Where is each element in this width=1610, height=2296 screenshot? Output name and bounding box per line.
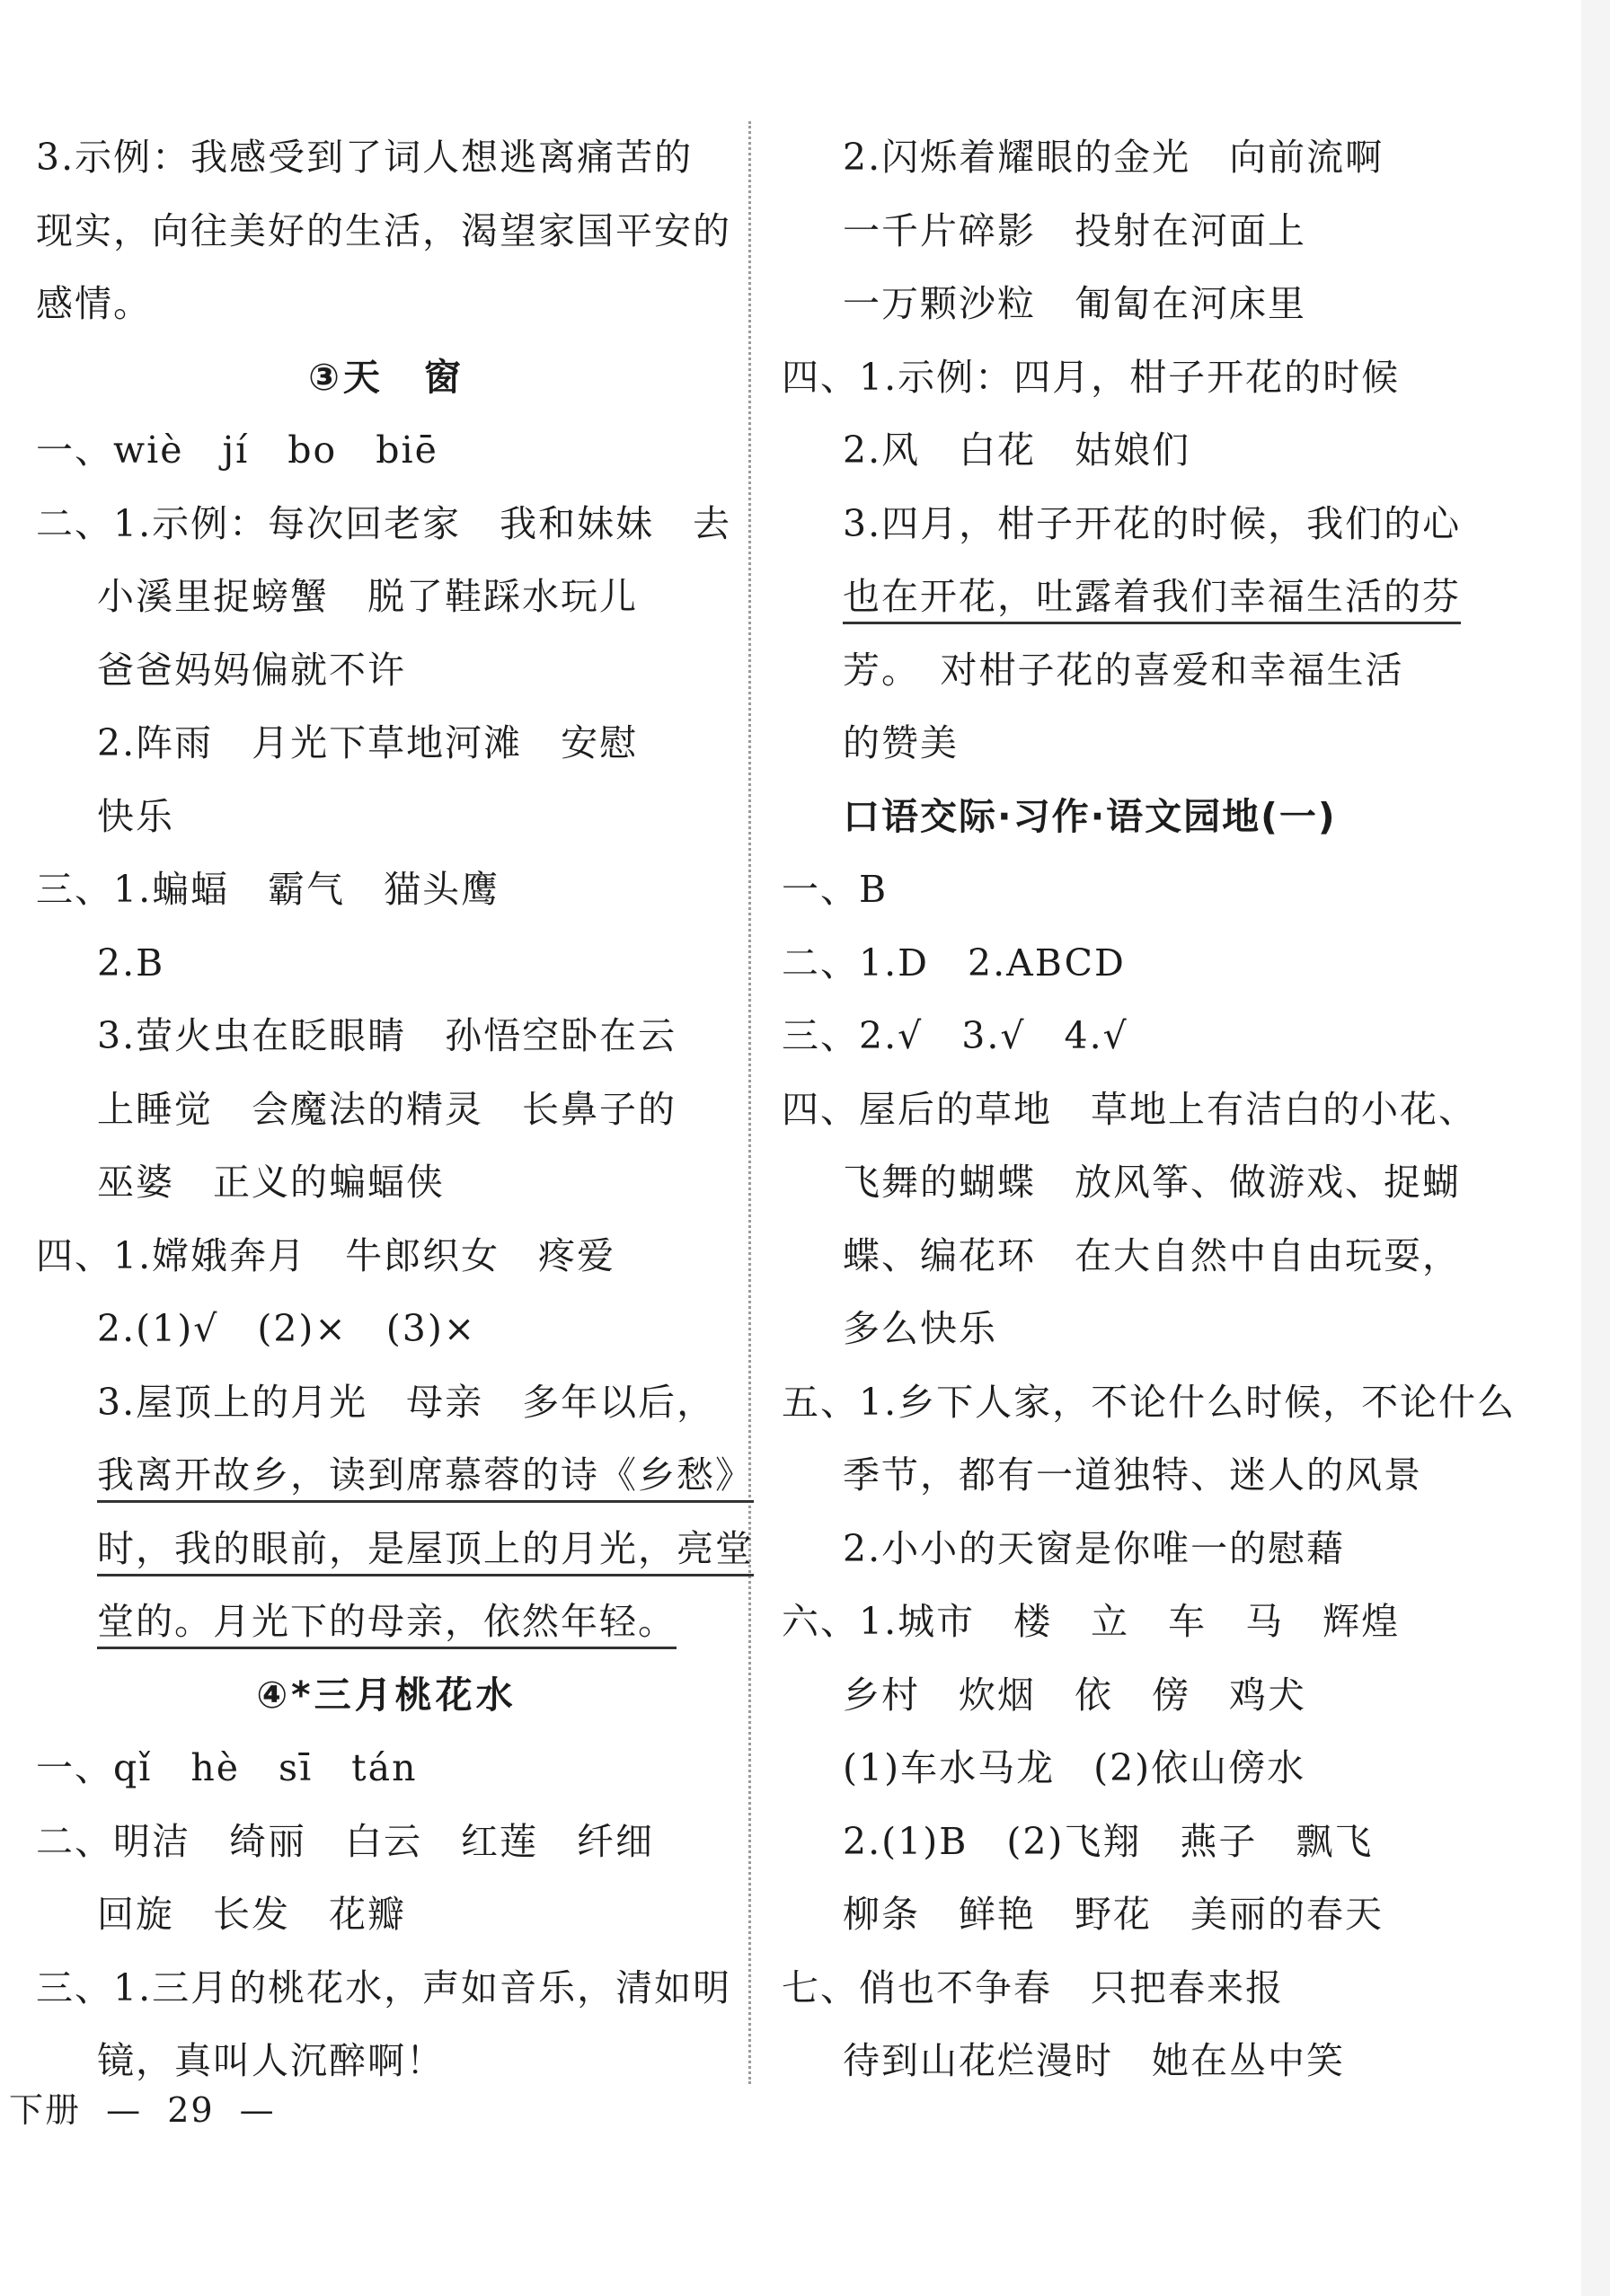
right-answer-line <box>782 1806 1500 1879</box>
left-answer-line <box>36 1146 737 1220</box>
answer-text: 3.屋顶上的月光 母亲 多年以后， <box>97 1380 716 1424</box>
left-answer-line <box>36 341 737 415</box>
answer-text: 芳。 对柑子花的喜爱和幸福生活 <box>843 648 1404 692</box>
left-answer-line <box>36 561 737 634</box>
right-answer-line <box>782 781 1500 854</box>
answer-text: 回旋 长发 花瓣 <box>97 1893 406 1936</box>
answer-text: 一千片碎影 投射在河面上 <box>843 208 1306 252</box>
right-answer-line <box>782 488 1500 561</box>
right-answer-line <box>782 1659 1500 1733</box>
answer-text: 快乐 <box>97 794 174 838</box>
answer-text: 三、1.三月的桃花水，声如音乐，清如明 <box>36 1965 732 2009</box>
answer-text: 2.阵雨 月光下草地河滩 安慰 <box>97 721 639 764</box>
answer-text: 现实，向往美好的生活，渴望家国平安的 <box>36 208 731 252</box>
left-answer-line <box>36 1513 754 1586</box>
right-answer-line <box>782 1513 1500 1586</box>
answer-text: (1)车水马龙 (2)依山傍水 <box>843 1746 1306 1789</box>
left-answer-line <box>36 121 737 195</box>
left-answer-line <box>36 414 737 488</box>
answer-text: 蝶、编花环 在大自然中自由玩耍， <box>843 1233 1461 1277</box>
left-answer-line <box>36 488 737 561</box>
answer-text: 一万颗沙粒 匍匐在河床里 <box>843 282 1306 325</box>
left-answer-line <box>36 1073 737 1147</box>
right-answer-line <box>782 341 1500 415</box>
answer-text: 六、1.城市 楼 立 车 马 辉煌 <box>782 1600 1401 1643</box>
answer-text: 也在开花，吐露着我们幸福生活的芬 <box>843 575 1461 624</box>
left-column <box>36 121 754 2098</box>
right-answer-line <box>782 1732 1500 1806</box>
answer-text: 爸爸妈妈偏就不许 <box>97 648 406 692</box>
left-answer-line <box>36 707 737 781</box>
answer-text: 二、1.示例：每次回老家 我和妹妹 去 <box>36 501 732 545</box>
answer-text: 上睡觉 会魔法的精灵 长鼻子的 <box>97 1087 677 1131</box>
answer-text: 感情。 <box>36 282 152 325</box>
right-answer-line <box>782 121 1500 195</box>
left-answer-line <box>36 1806 737 1879</box>
right-answer-line <box>782 1439 1500 1513</box>
answer-text: ③天 窗 <box>308 355 464 399</box>
answer-text: 四、屋后的草地 草地上有洁白的小花、 <box>782 1087 1477 1131</box>
answer-text: 三、2.√ 3.√ 4.√ <box>782 1014 1128 1057</box>
right-answer-line <box>782 927 1500 1001</box>
answer-text: 2.(1)B (2)飞翔 燕子 飘飞 <box>843 1819 1374 1863</box>
right-answer-line <box>782 1073 1500 1147</box>
answer-text: 五、1.乡下人家，不论什么时候，不论什么 <box>782 1380 1517 1424</box>
answer-text: 2.风 白花 姑娘们 <box>843 428 1191 472</box>
answer-text: 待到山花烂漫时 她在丛中笑 <box>843 2039 1345 2082</box>
answer-text: 2.(1)√ (2)× (3)× <box>97 1307 477 1350</box>
footer-dash: — <box>239 2090 276 2130</box>
right-answer-line <box>782 561 1500 634</box>
answer-text: 飞舞的蝴蝶 放风筝、做游戏、捉蝴 <box>843 1161 1461 1204</box>
left-answer-line <box>36 268 737 341</box>
answer-text: 二、明洁 绮丽 白云 红莲 纤细 <box>36 1819 654 1863</box>
answer-text: 3.四月，柑子开花的时候，我们的心 <box>843 501 1462 545</box>
page-number: 29 <box>167 2090 215 2130</box>
answer-text: 四、1.嫦娥奔月 牛郎织女 疼爱 <box>36 1233 616 1277</box>
answer-text: 堂的。月光下的母亲，依然年轻。 <box>97 1600 677 1649</box>
answer-text: 二、1.D 2.ABCD <box>782 940 1126 985</box>
answer-text: 乡村 炊烟 依 傍 鸡犬 <box>843 1673 1306 1717</box>
page-footer <box>9 2082 288 2132</box>
answer-text: ④*三月桃花水 <box>256 1673 517 1717</box>
right-answer-line <box>782 1293 1500 1366</box>
right-answer-line <box>782 1146 1500 1220</box>
answer-text: 小溪里捉螃蟹 脱了鞋踩水玩儿 <box>97 575 638 618</box>
left-answer-line <box>36 634 737 708</box>
answer-text: 我离开故乡，读到席慕蓉的诗《乡愁》 <box>97 1453 754 1503</box>
right-answer-line <box>782 1878 1500 1952</box>
answer-text: 时，我的眼前，是屋顶上的月光，亮堂 <box>97 1527 754 1576</box>
left-answer-line <box>36 195 737 269</box>
column-divider <box>748 121 751 2084</box>
right-answer-line <box>782 634 1500 708</box>
answer-text: 三、1.蝙蝠 霸气 猫头鹰 <box>36 868 500 911</box>
answer-text: 2.B <box>97 940 165 985</box>
answer-text: 柳条 鲜艳 野花 美丽的春天 <box>843 1893 1384 1936</box>
left-answer-line <box>36 1878 737 1952</box>
answer-text: 镜，真叫人沉醉啊！ <box>97 2039 445 2082</box>
answer-text: 2.小小的天窗是你唯一的慰藉 <box>843 1526 1346 1570</box>
answer-text: 一、wiè jí bo biē <box>36 428 438 472</box>
left-answer-line <box>36 781 737 854</box>
answer-text: 口语交际·习作·语文园地(一) <box>843 794 1337 838</box>
left-answer-line <box>36 1366 737 1440</box>
answer-text: 四、1.示例：四月，柑子开花的时候 <box>782 355 1401 399</box>
answer-text: 一、B <box>782 868 889 911</box>
right-answer-line <box>782 268 1500 341</box>
answer-text: 七、俏也不争春 只把春来报 <box>782 1965 1284 2009</box>
answer-text: 的赞美 <box>843 721 959 764</box>
left-answer-line <box>36 1439 754 1513</box>
answer-text: 季节，都有一道独特、迷人的风景 <box>843 1453 1422 1497</box>
answer-text: 多么快乐 <box>843 1307 997 1350</box>
left-answer-line <box>36 1293 737 1366</box>
left-answer-line <box>36 1220 737 1294</box>
left-answer-line <box>36 1000 737 1073</box>
right-answer-line <box>782 414 1500 488</box>
right-answer-line <box>782 853 1500 927</box>
answer-text: 巫婆 正义的蝙蝠侠 <box>97 1161 445 1204</box>
right-answer-line <box>782 1952 1500 2026</box>
right-column <box>782 121 1517 2098</box>
right-answer-line <box>782 2025 1500 2098</box>
footer-dash: — <box>106 2090 143 2130</box>
left-answer-line <box>36 1585 737 1659</box>
left-answer-line <box>36 1732 737 1806</box>
answer-text: 2.闪烁着耀眼的金光 向前流啊 <box>843 136 1384 179</box>
right-answer-line <box>782 1220 1500 1294</box>
answer-text: 一、qǐ hè sī tán <box>36 1746 418 1789</box>
right-answer-line <box>782 1585 1500 1659</box>
answer-text: 3.萤火虫在眨眼睛 孙悟空卧在云 <box>97 1014 677 1057</box>
answer-text: 3.示例：我感受到了词人想逃离痛苦的 <box>36 136 694 179</box>
right-answer-line <box>782 707 1500 781</box>
right-answer-line <box>782 195 1500 269</box>
left-answer-line <box>36 853 737 927</box>
right-answer-line <box>782 1000 1500 1073</box>
left-answer-line <box>36 1659 737 1733</box>
right-answer-line <box>782 1366 1517 1440</box>
left-answer-line <box>36 927 737 1001</box>
left-answer-line <box>36 1952 737 2026</box>
volume-label: 下册 <box>9 2090 82 2130</box>
